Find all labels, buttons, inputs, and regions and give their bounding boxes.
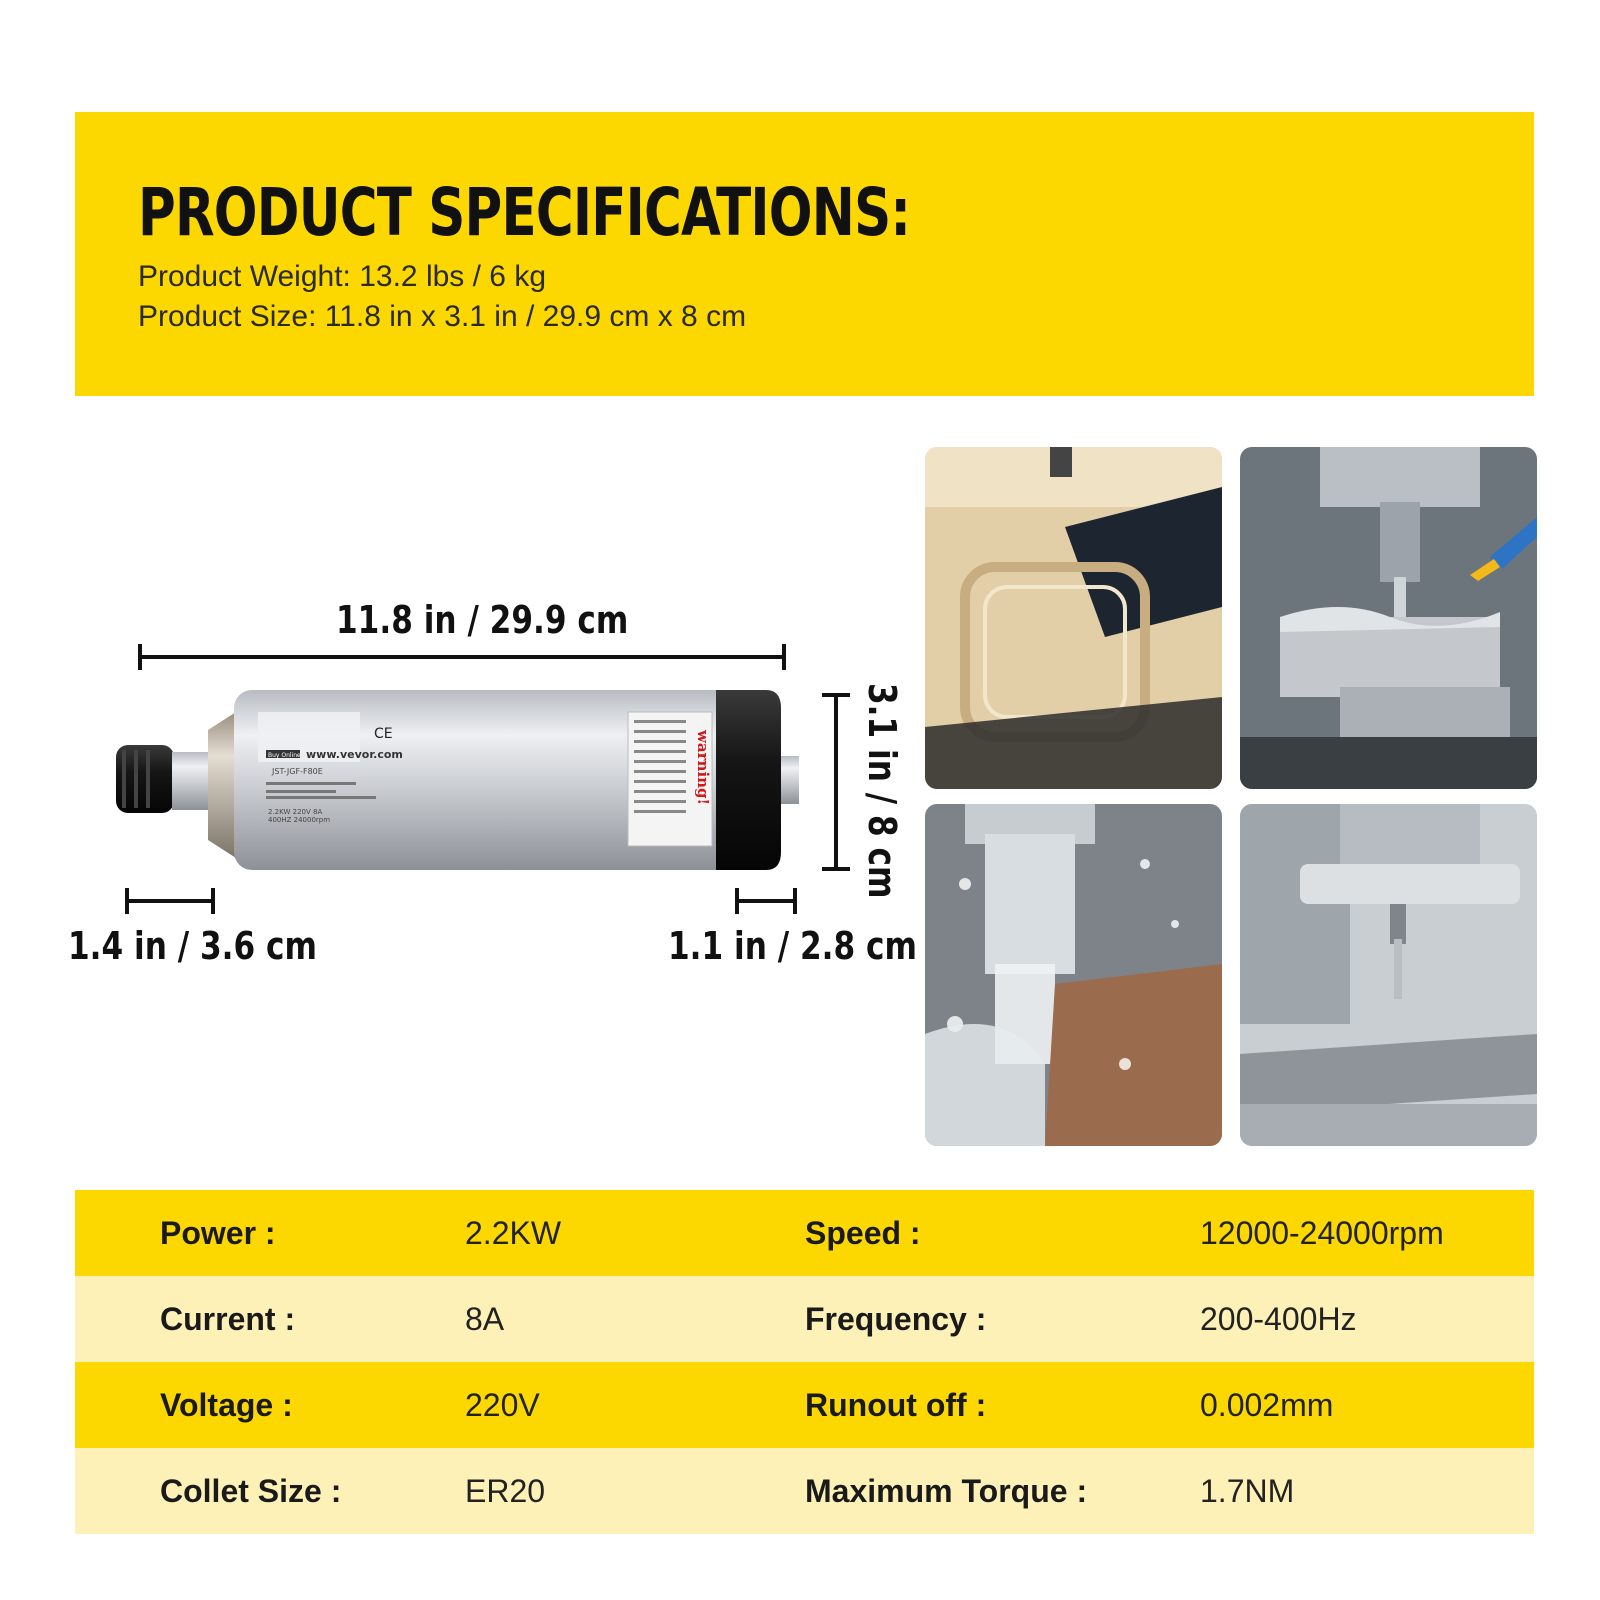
spec-row <box>75 1362 1534 1448</box>
page-title: PRODUCT SPECIFICATIONS: <box>138 174 911 251</box>
spec-value-max-torque: 1.7NM <box>1200 1473 1295 1509</box>
length-dimension-tick-left <box>138 644 142 670</box>
rear-dimension-tick-right <box>793 888 797 914</box>
spec-label-runout: Runout off : <box>805 1387 987 1423</box>
spec-value-current: 8A <box>465 1301 505 1337</box>
spec-row <box>75 1190 1534 1276</box>
spec-header-banner <box>75 112 1534 396</box>
spec-label-voltage: Voltage : <box>160 1387 293 1423</box>
rear-dimension-label: 1.1 in / 2.8 cm <box>668 924 917 968</box>
length-dimension-line <box>138 655 786 659</box>
warning-text: warning! <box>694 730 712 806</box>
coolant-milling-photo <box>925 804 1222 1146</box>
rear-dimension-tick-left <box>735 888 739 914</box>
spindle-motor-image <box>116 690 806 880</box>
collet-dimension-line <box>125 899 215 903</box>
spec-label-speed: Speed : <box>805 1215 921 1251</box>
collet-dimension-tick-right <box>211 888 215 914</box>
spec-label-current: Current : <box>160 1301 296 1337</box>
spec-value-speed: 12000-24000rpm <box>1200 1215 1444 1251</box>
spec-value-power: 2.2KW <box>465 1215 562 1251</box>
collet-dimension-tick-left <box>125 888 129 914</box>
length-dimension-tick-right <box>782 644 786 670</box>
rating-line-2: 400HZ 24000rpm <box>268 816 331 824</box>
diameter-dimension-label: 3.1 in / 8 cm <box>860 683 904 899</box>
spec-label-max-torque: Maximum Torque : <box>805 1473 1088 1509</box>
spec-value-collet-size: ER20 <box>465 1473 546 1509</box>
diameter-dimension-tick-bottom <box>822 867 850 871</box>
rating-line-1: 2.2KW 220V 8A <box>268 808 323 816</box>
length-dimension-label: 11.8 in / 29.9 cm <box>336 598 629 642</box>
vevor-site-label: www.vevor.com <box>306 748 403 761</box>
spec-label-collet-size: Collet Size : <box>160 1473 342 1509</box>
spec-value-frequency: 200-400Hz <box>1200 1301 1357 1337</box>
diameter-dimension-wrap <box>860 683 904 946</box>
product-weight: Product Weight: 13.2 lbs / 6 kg <box>138 260 547 293</box>
diameter-dimension-tick-top <box>822 693 850 697</box>
spindle-drilling-photo <box>1240 804 1537 1146</box>
spec-row <box>75 1448 1534 1534</box>
rear-dimension-line <box>735 899 797 903</box>
cnc-wood-carving-photo <box>925 447 1222 789</box>
spec-label-frequency: Frequency : <box>805 1301 987 1337</box>
spec-row <box>75 1276 1534 1362</box>
collet-dimension-label: 1.4 in / 3.6 cm <box>68 924 317 968</box>
model-label: JST-JGF-F80E <box>272 767 323 776</box>
spec-value-runout: 0.002mm <box>1200 1387 1334 1423</box>
spec-value-voltage: 220V <box>465 1387 540 1423</box>
ce-mark: CE <box>374 726 393 742</box>
buy-online-tag: Buy Online <box>268 752 301 759</box>
metal-milling-photo <box>1240 447 1537 789</box>
product-size: Product Size: 11.8 in x 3.1 in / 29.9 cm x 8 cm <box>138 300 747 333</box>
spec-label-power: Power : <box>160 1215 276 1251</box>
diameter-dimension-line <box>834 693 838 871</box>
